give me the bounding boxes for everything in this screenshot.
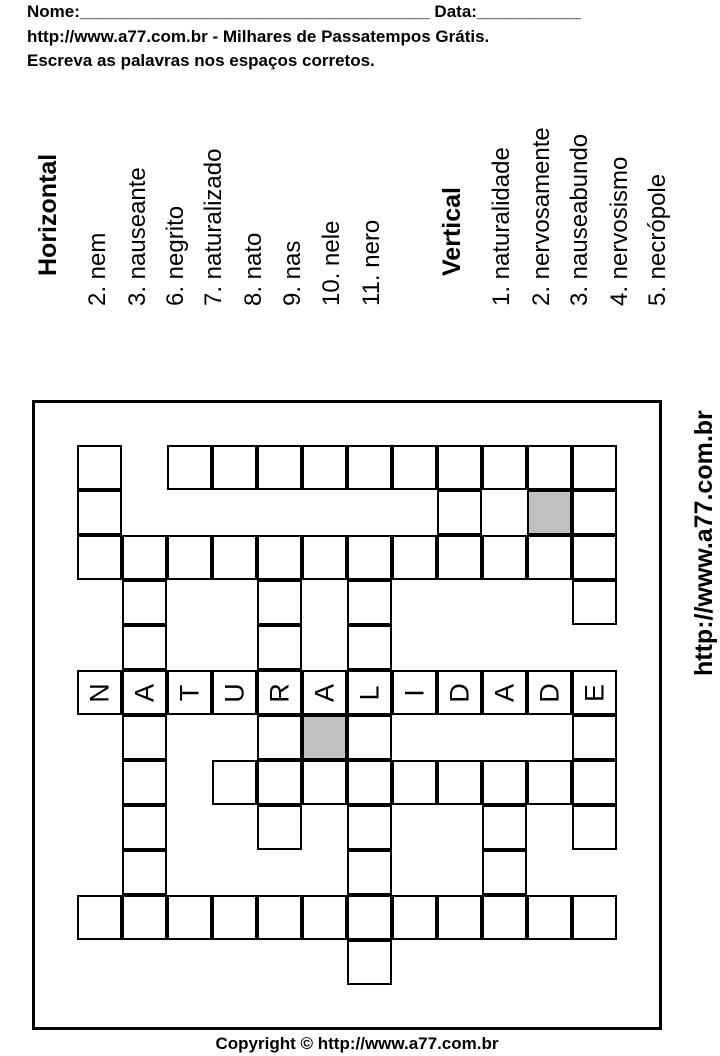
grid-cell[interactable] xyxy=(302,895,347,940)
grid-cell[interactable] xyxy=(347,760,392,805)
clue-horizontal: 6. negrito xyxy=(162,205,189,306)
grid-cell[interactable] xyxy=(122,715,167,760)
grid-cell[interactable] xyxy=(212,895,257,940)
grid-cell[interactable] xyxy=(257,895,302,940)
grid-cell[interactable] xyxy=(257,535,302,580)
grid-cell[interactable] xyxy=(572,445,617,490)
grid-cell[interactable] xyxy=(347,850,392,895)
grid-cell[interactable] xyxy=(437,490,482,535)
grid-cell[interactable] xyxy=(347,805,392,850)
cell-letter: A xyxy=(129,683,159,702)
grid-cell[interactable] xyxy=(347,940,392,985)
grid-cell[interactable] xyxy=(437,445,482,490)
grid-cell[interactable] xyxy=(302,760,347,805)
cell-letter: A xyxy=(309,683,339,702)
cell-letter: N xyxy=(84,682,114,703)
cell-letter: D xyxy=(534,682,564,703)
copyright: Copyright © http://www.a77.com.br xyxy=(215,1034,499,1053)
grid-cell[interactable] xyxy=(482,850,527,895)
grid-cell[interactable] xyxy=(482,535,527,580)
grid-cell[interactable] xyxy=(122,895,167,940)
grid-cell[interactable] xyxy=(122,850,167,895)
site-line: http://www.a77.com.br - Milhares de Passatempos Grátis. xyxy=(27,27,490,46)
grid-cell[interactable] xyxy=(122,535,167,580)
cell-letter: U xyxy=(219,682,249,703)
grid-cell[interactable] xyxy=(257,715,302,760)
cell-letter: A xyxy=(489,683,519,702)
cell-letter: L xyxy=(354,684,384,701)
grid-cell[interactable] xyxy=(572,670,617,715)
horizontal-title: Horizontal xyxy=(34,153,62,276)
grid-cell[interactable] xyxy=(347,715,392,760)
grid-cell[interactable] xyxy=(167,445,212,490)
grid-cell[interactable] xyxy=(392,895,437,940)
grid-cell[interactable] xyxy=(77,490,122,535)
clue-vertical: 4. nervosismo xyxy=(606,156,633,306)
grid-cell[interactable] xyxy=(347,670,392,715)
clue-vertical: 3. nauseabundo xyxy=(566,133,593,306)
clue-horizontal: 10. nele xyxy=(318,220,345,306)
grid-cell[interactable] xyxy=(527,895,572,940)
grid-cell[interactable] xyxy=(572,535,617,580)
grid-cell[interactable] xyxy=(167,895,212,940)
grid-cell[interactable] xyxy=(572,760,617,805)
grid-cell[interactable] xyxy=(257,625,302,670)
grid-cell[interactable] xyxy=(302,535,347,580)
grid-cell[interactable] xyxy=(212,445,257,490)
grid-cell[interactable] xyxy=(482,805,527,850)
grid-cell[interactable] xyxy=(122,670,167,715)
grid-cell[interactable] xyxy=(122,805,167,850)
grid-cell[interactable] xyxy=(302,445,347,490)
grid-cell[interactable] xyxy=(392,670,437,715)
cell-letter: R xyxy=(264,682,294,703)
grid-cell[interactable] xyxy=(572,805,617,850)
grid-cell[interactable] xyxy=(122,625,167,670)
grid-cell[interactable] xyxy=(482,760,527,805)
cell-letter: D xyxy=(444,682,474,703)
grid-cell-shaded xyxy=(302,715,347,760)
grid-cell[interactable] xyxy=(347,580,392,625)
grid-cell[interactable] xyxy=(257,805,302,850)
grid-cell[interactable] xyxy=(347,625,392,670)
grid-cell[interactable] xyxy=(167,670,212,715)
grid-cell[interactable] xyxy=(257,760,302,805)
grid-cell[interactable] xyxy=(77,445,122,490)
grid-cell[interactable] xyxy=(302,670,347,715)
grid-cell[interactable] xyxy=(212,670,257,715)
grid-cell[interactable] xyxy=(437,535,482,580)
clue-horizontal: 11. nero xyxy=(358,219,385,306)
grid-cell[interactable] xyxy=(572,715,617,760)
grid-cell[interactable] xyxy=(527,760,572,805)
grid-cell[interactable] xyxy=(212,535,257,580)
clue-horizontal: 9. nas xyxy=(279,240,306,306)
grid-cell[interactable] xyxy=(347,895,392,940)
grid-cell[interactable] xyxy=(437,760,482,805)
clue-vertical: 2. nervosamente xyxy=(528,127,555,306)
grid-cell[interactable] xyxy=(257,670,302,715)
name-date-line: Nome:_____________________________________ Data:___________ xyxy=(27,2,581,21)
grid-cell[interactable] xyxy=(572,895,617,940)
grid-cell[interactable] xyxy=(122,760,167,805)
grid-cell[interactable] xyxy=(122,580,167,625)
side-url: http://www.a77.com.br xyxy=(690,410,718,676)
grid-cell[interactable] xyxy=(572,490,617,535)
grid-cell[interactable] xyxy=(257,580,302,625)
instructions: Escreva as palavras nos espaços corretos. xyxy=(27,51,375,70)
cell-letter: E xyxy=(579,683,609,702)
grid-cell[interactable] xyxy=(527,670,572,715)
cell-letter: I xyxy=(399,688,429,697)
grid-cell[interactable] xyxy=(347,445,392,490)
grid-cell[interactable] xyxy=(482,670,527,715)
clue-horizontal: 3. nauseante xyxy=(124,167,151,306)
grid-cell[interactable] xyxy=(392,445,437,490)
grid-cell[interactable] xyxy=(482,445,527,490)
clue-horizontal: 7. naturalizado xyxy=(200,148,227,306)
grid-cell[interactable] xyxy=(527,535,572,580)
grid-cell[interactable] xyxy=(347,535,392,580)
grid-cell[interactable] xyxy=(77,895,122,940)
clue-vertical: 5. necrópole xyxy=(644,173,671,306)
grid-cell[interactable] xyxy=(572,580,617,625)
grid-cell[interactable] xyxy=(257,445,302,490)
grid-cell[interactable] xyxy=(392,535,437,580)
vertical-title: Vertical xyxy=(438,187,466,276)
grid-cell[interactable] xyxy=(437,895,482,940)
grid-cell[interactable] xyxy=(392,760,437,805)
grid-cell[interactable] xyxy=(437,670,482,715)
clue-horizontal: 2. nem xyxy=(84,232,111,306)
grid-cell[interactable] xyxy=(527,445,572,490)
grid-cell[interactable] xyxy=(77,670,122,715)
grid-cell[interactable] xyxy=(77,535,122,580)
grid-cell[interactable] xyxy=(482,895,527,940)
cell-letter: T xyxy=(174,684,204,701)
grid-cell[interactable] xyxy=(167,535,212,580)
grid-cell-shaded xyxy=(527,490,572,535)
clue-vertical: 1. naturalidade xyxy=(488,147,515,306)
grid-cell[interactable] xyxy=(212,760,257,805)
clue-horizontal: 8. nato xyxy=(240,232,267,306)
